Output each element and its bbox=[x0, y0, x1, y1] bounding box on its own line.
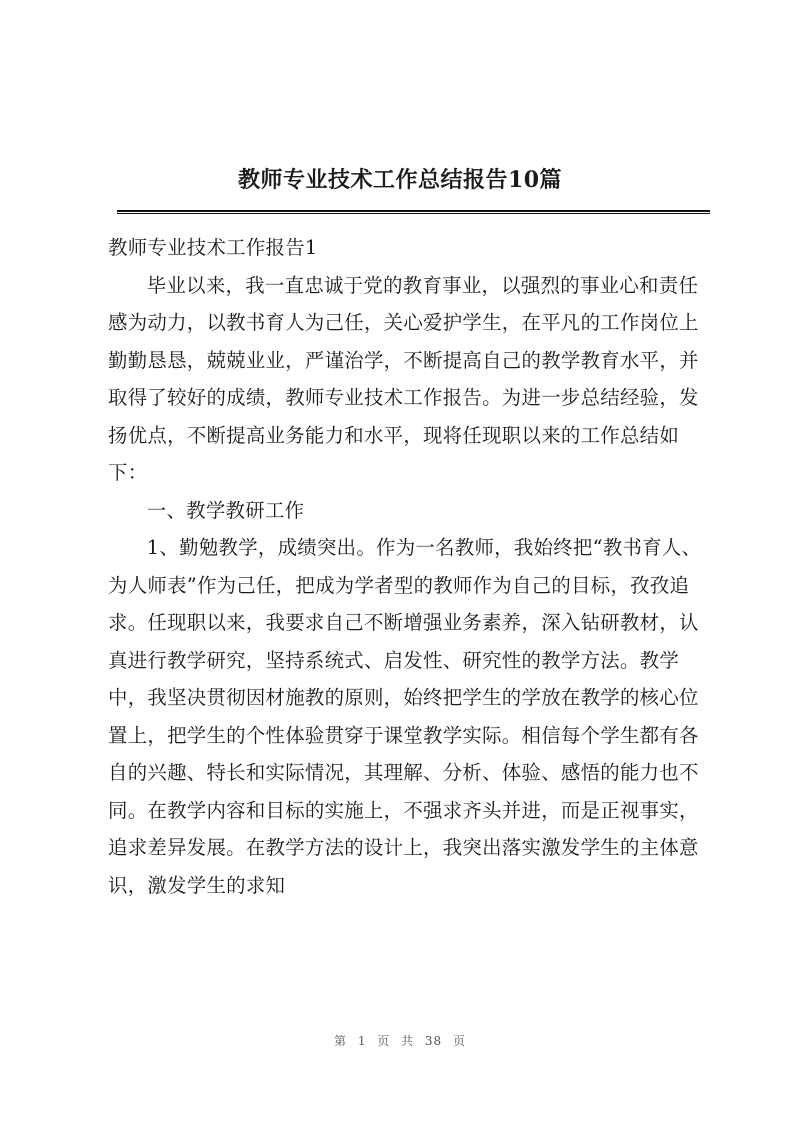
section-heading: 教师专业技术工作报告1 bbox=[108, 236, 318, 259]
subsection-heading: 一、教学教研工作 bbox=[146, 498, 305, 522]
document-title: 教师专业技术工作总结报告10篇 bbox=[237, 167, 563, 193]
title-underline bbox=[117, 210, 710, 214]
page-footer: 第 1 页 共 38 页 bbox=[334, 1034, 466, 1048]
paragraph: 1、勤勉教学，成绩突出。作为一名教师，我始终把“教书育人、为人师表”作为己任，把成为学者型的教师作为自己的目标，孜孜追求。任现职以来，我要求自己不断增强业务素养，深入钻研教材，认真进行教学研究，坚持系统式、启发性、研究性的教学方法。教学中，我坚决贯彻因材施教的原则，始终把学生的学放在教学的核心位置上，把学生的个性体验贯穿于课堂教学实际。相信每个学生都有各自的兴趣、特长和实际情况，其理解、分析、体验、感悟的能力也不同。在教学内容和目标的实施上，不强求齐头并进，而是正视事实，追求差异发展。在教学方法的设计上，我突出落实激发学生的主体意识，激发学生的求知 bbox=[108, 536, 702, 897]
paragraph: 毕业以来，我一直忠诚于党的教育事业，以强烈的事业心和责任感为动力，以教书育人为己任，关心爱护学生，在平凡的工作岗位上勤勤恳恳，兢兢业业，严谨治学，不断提高自己的教学教育水平，并取得了较好的成绩，教师专业技术工作报告。为进一步总结经验，发扬优点，不断提高业务能力和水平，现将任现职以来的工作总结如下： bbox=[108, 273, 699, 484]
document-body bbox=[108, 229, 712, 904]
